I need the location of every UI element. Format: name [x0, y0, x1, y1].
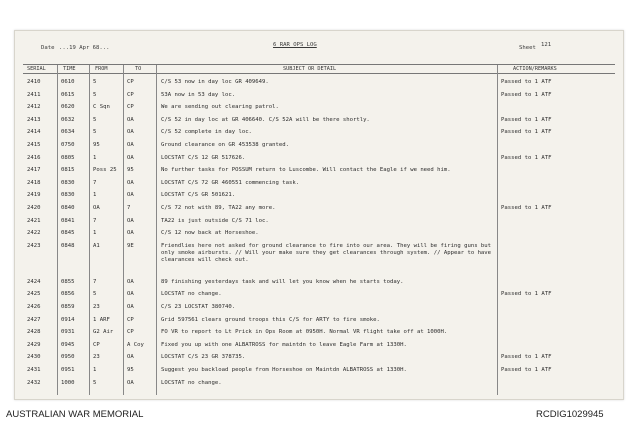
serial-cell: 2422	[27, 230, 41, 237]
table-row	[15, 218, 623, 230]
serial-cell: 2419	[27, 192, 41, 199]
from-cell: 7	[93, 217, 97, 224]
from-cell: 1	[93, 154, 97, 161]
action-cell: Passed to 1 ATF	[501, 291, 552, 298]
time-cell: 0750	[61, 142, 75, 148]
to-cell: CP	[127, 329, 134, 336]
table-row	[15, 243, 623, 277]
subject-cell: C/S 53 now in day loc GR 409649.	[161, 79, 269, 85]
to-cell: OA	[127, 192, 134, 199]
to-cell: OA	[127, 154, 134, 161]
time-cell: 0950	[61, 354, 75, 361]
subject-cell: LOCSTAT C/S 12 GR 517626.	[161, 154, 246, 161]
subject-cell: LOCSTAT C/S 72 GR 460551 commencing task.	[161, 179, 300, 186]
table-row	[15, 92, 623, 104]
to-cell: CP	[127, 79, 134, 85]
serial-cell: 2414	[27, 129, 41, 136]
subject-cell: TA22 is just outside C/S 71 loc.	[161, 217, 269, 224]
serial-cell: 2425	[27, 291, 41, 298]
subject-cell: 53A now in 53 day loc.	[161, 91, 236, 98]
from-cell: 5	[93, 79, 97, 85]
col-header-subject: SUBJECT OR DETAIL	[283, 66, 337, 72]
serial-cell: 2427	[27, 316, 41, 323]
time-cell: 0620	[61, 104, 75, 111]
subject-cell: Fixed you up with one ALBATROSS for maintdn to leave Eagle Farm at 1330H.	[161, 341, 407, 348]
col-header-serial: SERIAL	[27, 66, 46, 72]
action-cell: Passed to 1 ATF	[501, 91, 552, 98]
footer-record-id: RCDIG1029945	[536, 409, 604, 420]
header-bottom-rule	[23, 73, 615, 74]
table-row	[15, 304, 623, 316]
table-row	[15, 291, 623, 303]
col-header-time: TIME	[63, 66, 76, 72]
time-cell: 0845	[61, 230, 75, 237]
to-cell: OA	[127, 116, 134, 123]
subject-cell: FO VR to report to Lt Prick in Ops Room at 0950H. Normal VR flight take off at 1000H.	[161, 329, 448, 336]
time-cell: 1000	[61, 379, 75, 386]
table-row	[15, 279, 623, 291]
action-cell: Passed to 1 ATF	[501, 79, 552, 85]
col-header-action: ACTION/REMARKS	[513, 66, 557, 72]
serial-cell: 2428	[27, 329, 41, 336]
time-cell: 0848	[61, 242, 75, 249]
from-cell: 23	[93, 304, 100, 310]
table-row	[15, 380, 623, 392]
to-cell: OA	[127, 217, 134, 224]
subject-cell: LOCSTAT no change.	[161, 379, 222, 386]
to-cell: 9E	[127, 242, 134, 249]
serial-cell: 2410	[27, 79, 41, 85]
to-cell: OA	[127, 304, 134, 310]
to-cell: OA	[127, 129, 134, 136]
subject-cell: Grid 597561 clears ground troops this C/S for ARTY to fire smoke.	[161, 316, 380, 323]
time-cell: 0859	[61, 304, 75, 310]
to-cell: OA	[127, 230, 134, 237]
to-cell: CP	[127, 104, 134, 111]
time-cell: 0951	[61, 367, 75, 373]
table-row	[15, 79, 623, 91]
time-cell: 0632	[61, 116, 75, 123]
serial-cell: 2429	[27, 341, 41, 348]
from-cell: 1 ARF	[93, 316, 110, 323]
footer-credit: AUSTRALIAN WAR MEMORIAL	[6, 409, 144, 420]
table-row	[15, 142, 623, 154]
from-cell: 5	[93, 129, 97, 136]
table-row	[15, 180, 623, 192]
sheet-number: 121	[541, 42, 552, 48]
time-cell: 0615	[61, 91, 75, 98]
subject-cell: Ground clearance on GR 453538 granted.	[161, 142, 289, 148]
subject-cell: We are sending out clearing patrol.	[161, 104, 279, 111]
to-cell: OA	[127, 142, 134, 148]
table-row	[15, 317, 623, 329]
col-header-from: FROM	[95, 66, 108, 72]
serial-cell: 2416	[27, 154, 41, 161]
table-row	[15, 192, 623, 204]
from-cell: A1	[93, 242, 100, 249]
subject-cell: C/S 12 now back at Horseshoe.	[161, 230, 259, 237]
from-cell: 7	[93, 278, 97, 285]
action-cell: Passed to 1 ATF	[501, 367, 552, 373]
table-row	[15, 367, 623, 379]
log-sheet	[14, 30, 624, 400]
time-cell: 0815	[61, 167, 75, 174]
serial-cell: 2426	[27, 304, 41, 310]
serial-cell: 2432	[27, 379, 41, 386]
serial-cell: 2415	[27, 142, 41, 148]
from-cell: 1	[93, 367, 97, 373]
serial-cell: 2423	[27, 242, 41, 249]
from-cell: 7	[93, 179, 97, 186]
to-cell: 95	[127, 367, 134, 373]
to-cell: A Coy	[127, 341, 144, 348]
table-row	[15, 354, 623, 366]
from-cell: 23	[93, 354, 100, 361]
col-header-to: TO	[135, 66, 142, 72]
time-cell: 0945	[61, 341, 75, 348]
time-cell: 0931	[61, 329, 75, 336]
page-title: 6 RAR OPS LOG	[273, 42, 317, 48]
to-cell: CP	[127, 316, 134, 323]
time-cell: 0856	[61, 291, 75, 298]
serial-cell: 2413	[27, 116, 41, 123]
subject-cell: C/S 23 LOCSTAT 380740.	[161, 304, 236, 310]
from-cell: 5	[93, 116, 97, 123]
table-row	[15, 205, 623, 217]
serial-cell: 2417	[27, 167, 41, 174]
serial-cell: 2431	[27, 367, 41, 373]
subject-cell: C/S 72 not with 89, TA22 any more.	[161, 205, 276, 211]
subject-cell: No further tasks for POSSUM return to Luscombe. Will contact the Eagle if we need him.	[161, 167, 451, 174]
to-cell: CP	[127, 91, 134, 98]
subject-cell: LOCSTAT no change.	[161, 291, 222, 298]
sheet-label: Sheet	[519, 45, 536, 51]
header-top-rule	[23, 64, 615, 65]
serial-cell: 2420	[27, 205, 41, 211]
subject-cell: Friendlies here not asked for ground clearance to fire into our area. They will be firing guns but only smoke airbursts. // Will your make sure they get clearances through system. // Appear to have clearances will check out.	[161, 242, 492, 263]
to-cell: 95	[127, 167, 134, 174]
time-cell: 0855	[61, 278, 75, 285]
from-cell: C Sqn	[93, 104, 110, 111]
to-cell: OA	[127, 278, 134, 285]
serial-cell: 2430	[27, 354, 41, 361]
from-cell: G2 Air	[93, 329, 114, 336]
table-row	[15, 104, 623, 116]
to-cell: 7	[127, 205, 131, 211]
date-value: ...19 Apr 68...	[59, 45, 110, 51]
from-cell: 95	[93, 142, 100, 148]
subject-cell: LOCSTAT C/S 23 GR 378735.	[161, 354, 246, 361]
time-cell: 0830	[61, 179, 75, 186]
table-row	[15, 117, 623, 129]
from-cell: 1	[93, 192, 97, 199]
time-cell: 0805	[61, 154, 75, 161]
action-cell: Passed to 1 ATF	[501, 116, 552, 123]
from-cell: 5	[93, 91, 97, 98]
time-cell: 0634	[61, 129, 75, 136]
action-cell: Passed to 1 ATF	[501, 205, 552, 211]
to-cell: OA	[127, 291, 134, 298]
serial-cell: 2421	[27, 217, 41, 224]
time-cell: 0914	[61, 316, 75, 323]
subject-cell: LOCSTAT C/S GR 501621.	[161, 192, 236, 199]
serial-cell: 2418	[27, 179, 41, 186]
subject-cell: 89 finishing yesterdays task and will let you know when he starts today.	[161, 278, 404, 285]
time-cell: 0841	[61, 217, 75, 224]
table-row	[15, 129, 623, 141]
from-cell: 5	[93, 379, 97, 386]
action-cell: Passed to 1 ATF	[501, 129, 552, 136]
action-cell: Passed to 1 ATF	[501, 354, 552, 361]
subject-cell: Suggest you backload people from Horseshoe on Maintdn ALBATROSS at 1330H.	[161, 367, 407, 373]
time-cell: 0610	[61, 79, 75, 85]
to-cell: OA	[127, 354, 134, 361]
date-label: Date	[41, 45, 55, 51]
to-cell: OA	[127, 379, 134, 386]
serial-cell: 2411	[27, 91, 41, 98]
from-cell: CP	[93, 341, 100, 348]
time-cell: 0830	[61, 192, 75, 199]
to-cell: OA	[127, 179, 134, 186]
table-row	[15, 329, 623, 341]
from-cell: Poss 25	[93, 167, 117, 174]
table-row	[15, 230, 623, 242]
serial-cell: 2424	[27, 278, 41, 285]
from-cell: OA	[93, 205, 100, 211]
table-row	[15, 155, 623, 167]
serial-cell: 2412	[27, 104, 41, 111]
subject-cell: C/S 52 complete in day loc.	[161, 129, 252, 136]
from-cell: 5	[93, 291, 97, 298]
time-cell: 0840	[61, 205, 75, 211]
action-cell: Passed to 1 ATF	[501, 154, 552, 161]
subject-cell: C/S 52 in day loc at GR 406640. C/S 52A will be there shortly.	[161, 116, 370, 123]
from-cell: 1	[93, 230, 97, 237]
table-row	[15, 342, 623, 354]
table-row	[15, 167, 623, 179]
